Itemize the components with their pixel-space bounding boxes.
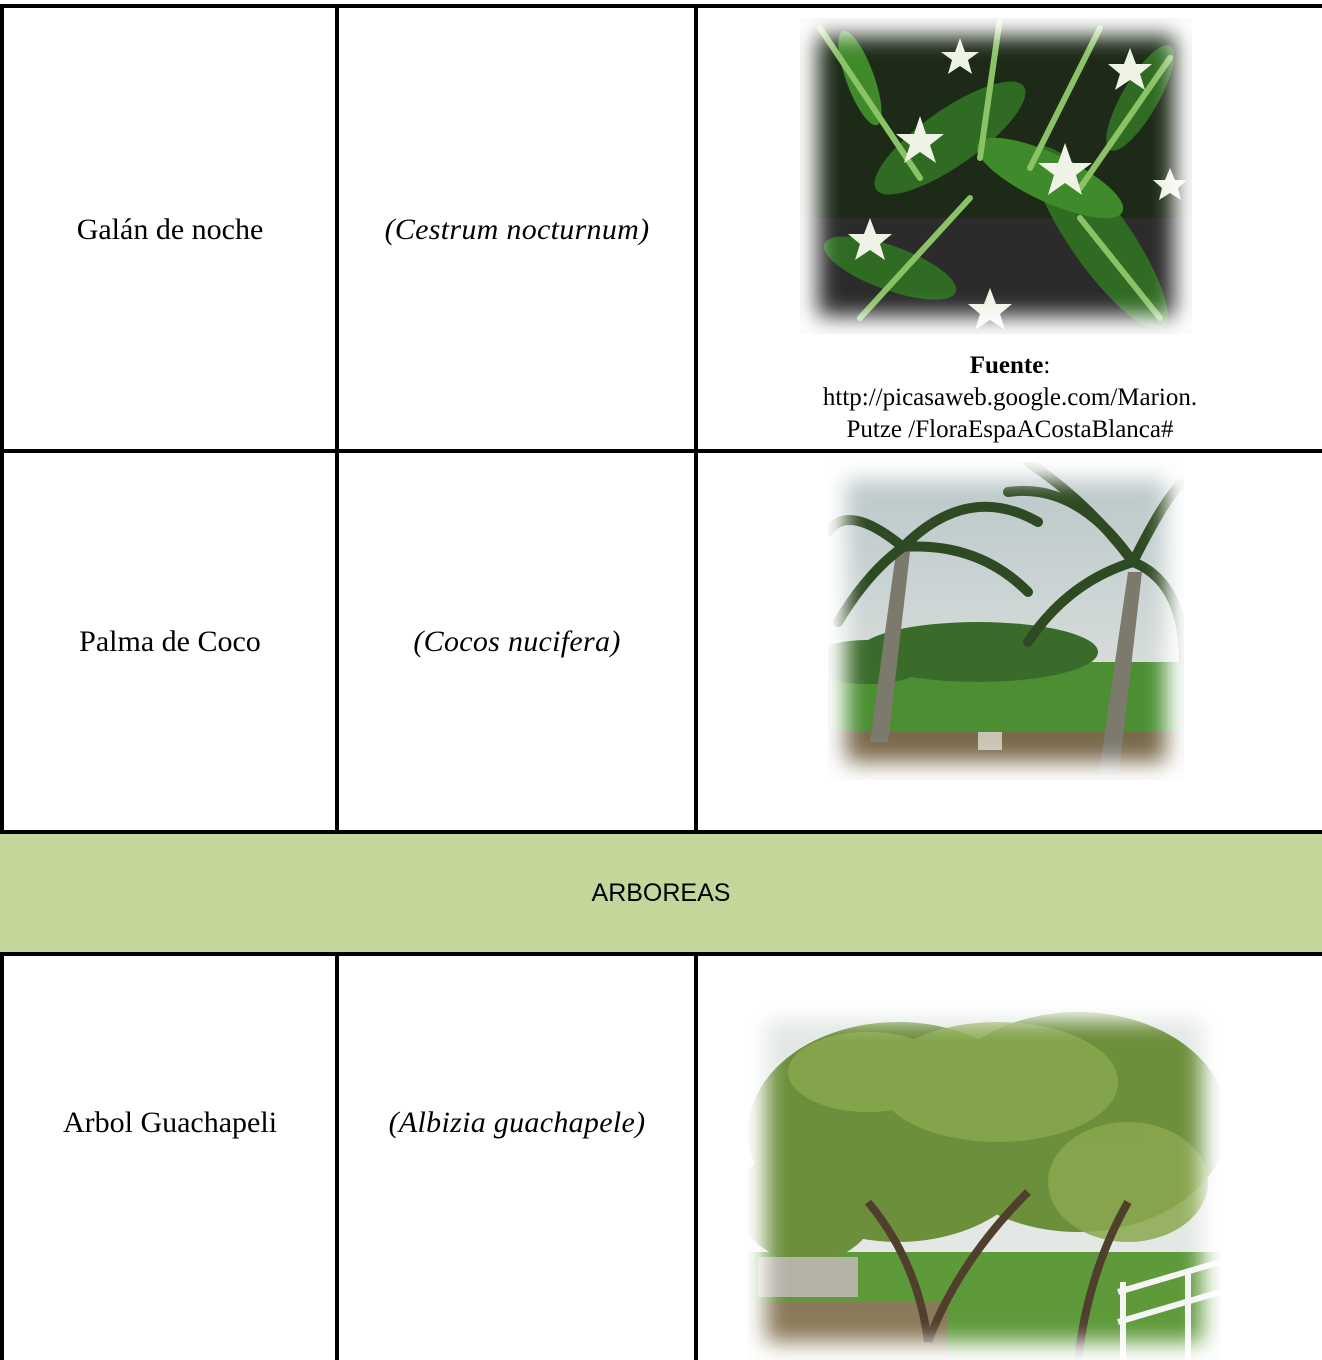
scientific-name: (Cocos nucifera)	[413, 625, 621, 658]
source-label: Fuente	[969, 352, 1044, 379]
source-caption	[698, 350, 1322, 446]
common-name-cell	[4, 452, 336, 832]
source-separator: :	[1043, 352, 1051, 379]
guachapeli-photo	[748, 1002, 1220, 1360]
cestrum-photo	[800, 18, 1192, 334]
source-label-line	[698, 350, 1322, 382]
scientific-name-cell	[340, 956, 694, 1290]
source-url-line1: http://picasaweb.google.com/Marion.	[822, 384, 1198, 411]
common-name-cell	[4, 956, 336, 1290]
scientific-name-cell	[340, 452, 694, 832]
row-divider	[0, 830, 1322, 834]
source-url-line2: Putze /FloraEspaACostaBlanca#	[846, 416, 1174, 443]
row-divider	[0, 4, 1322, 8]
column-divider	[694, 952, 698, 1360]
common-name: Arbol Guachapeli	[62, 1106, 278, 1139]
column-divider	[335, 4, 339, 834]
column-divider	[335, 952, 339, 1360]
coconut-palm-photo	[828, 462, 1184, 780]
section-header-arboreas	[0, 834, 1322, 952]
row-divider	[0, 952, 1322, 956]
column-divider	[0, 4, 4, 834]
common-name: Palma de Coco	[79, 625, 261, 658]
column-divider	[694, 4, 698, 834]
scientific-name-cell	[340, 8, 694, 452]
column-divider	[0, 952, 4, 1360]
row-divider	[0, 449, 1322, 453]
common-name-cell	[4, 8, 336, 452]
common-name: Galán de noche	[76, 213, 264, 246]
scientific-name: (Cestrum nocturnum)	[384, 213, 650, 246]
scientific-name: (Albizia guachapele)	[388, 1106, 646, 1139]
section-label: ARBOREAS	[591, 878, 731, 907]
